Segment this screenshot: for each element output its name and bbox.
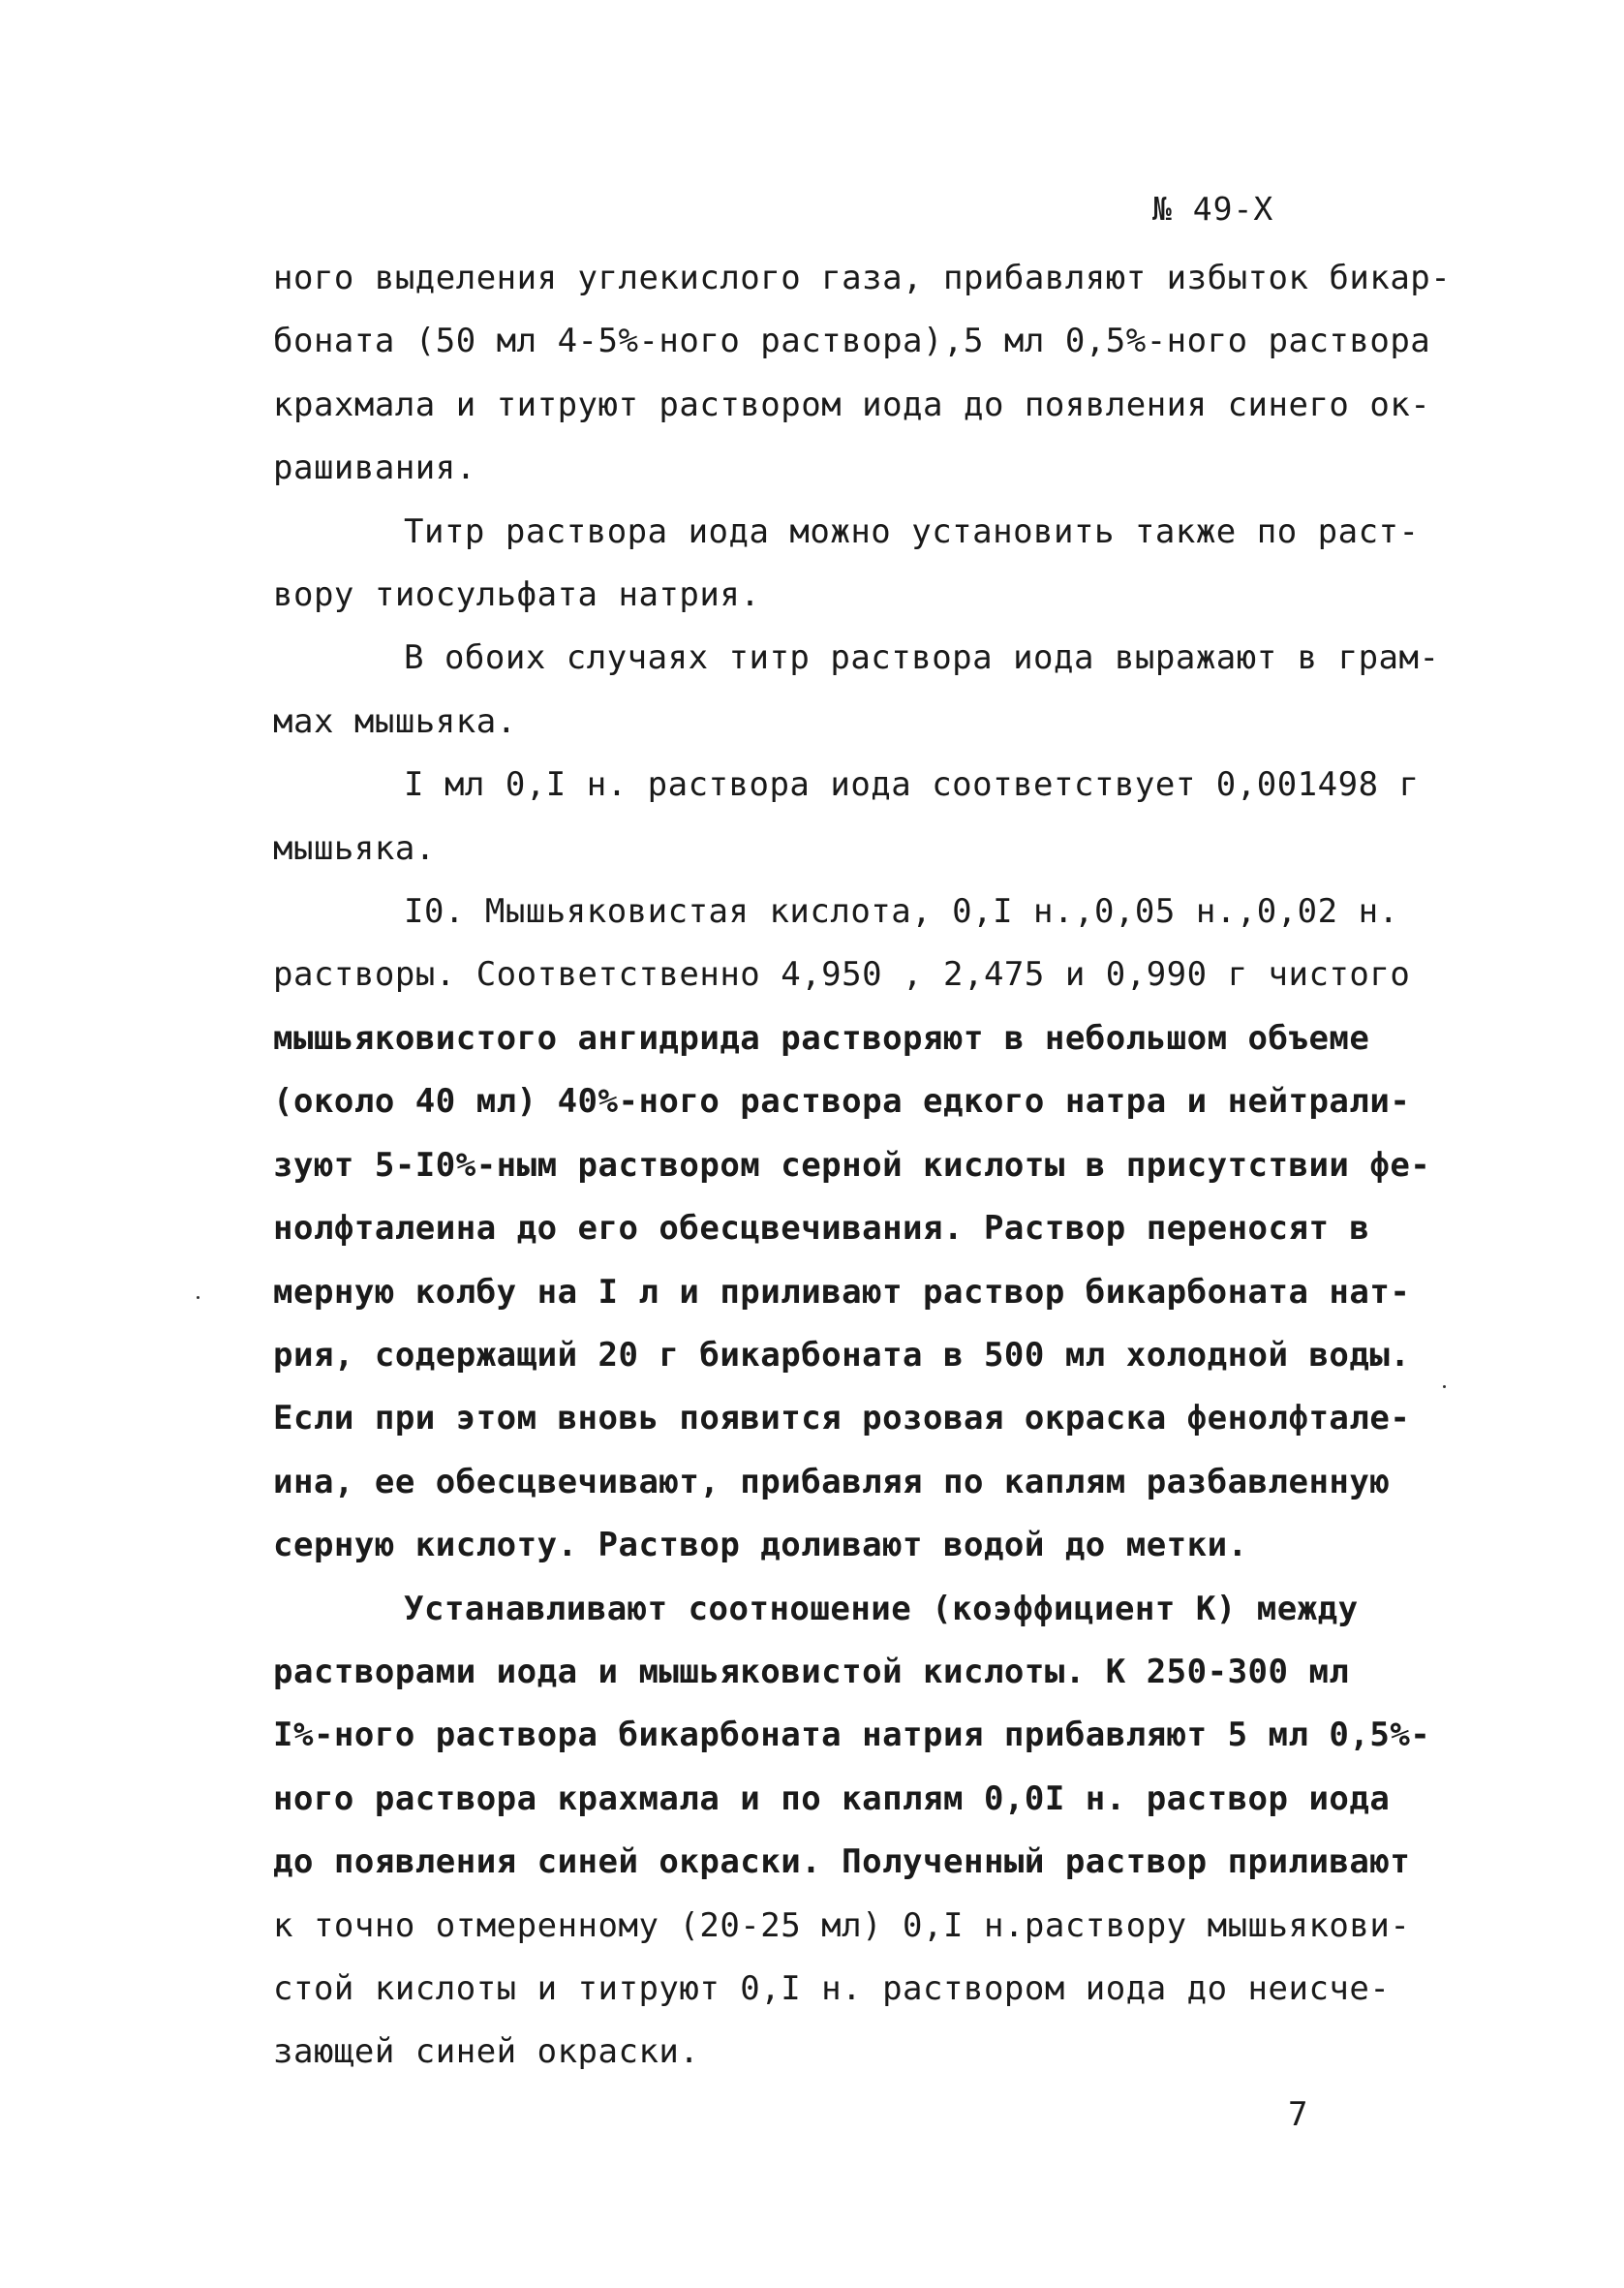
text-line: рашивания. bbox=[273, 448, 476, 488]
document-number: № 49-Х bbox=[1152, 190, 1274, 228]
text-line: мах мышьяка. bbox=[273, 701, 517, 741]
text-line: нолфталеина до его обесцвечивания. Раствор переносят в bbox=[273, 1209, 1370, 1249]
text-line: (около 40 мл) 40%-ного раствора едкого натра и нейтрали- bbox=[273, 1082, 1411, 1122]
paragraph-start-line: I мл 0,I н. раствора иода соответствует 0,001498 г bbox=[404, 765, 1420, 805]
body-text bbox=[273, 247, 1452, 2085]
text-line: ина, ее обесцвечивают, прибавляя по каплям разбавленную bbox=[273, 1462, 1391, 1501]
text-line: I%-ного раствора бикарбоната натрия прибавляют 5 мл 0,5%- bbox=[273, 1716, 1431, 1755]
text-line: к точно отмеренному (20-25 мл) 0,I н.раствору мышьякови- bbox=[273, 1905, 1411, 1945]
margin-speck bbox=[197, 1296, 199, 1299]
text-line: ного выделения углекислого газа, прибавляют избыток бикар- bbox=[273, 259, 1452, 297]
text-line: ного раствора крахмала и по каплям 0,0I н. раствор иода bbox=[273, 1778, 1391, 1818]
text-line: рия, содержащий 20 г бикарбоната в 500 мл холодной воды. bbox=[273, 1335, 1411, 1375]
text-line: растворами иода и мышьяковистой кислоты. К 250-300 мл bbox=[273, 1652, 1350, 1691]
text-line: мерную колбу на I л и приливают раствор бикарбоната нат- bbox=[273, 1272, 1411, 1312]
text-line: серную кислоту. Раствор доливают водой до метки. bbox=[273, 1526, 1248, 1565]
text-line: до появления синей окраски. Полученный раствор приливают bbox=[273, 1842, 1411, 1882]
text-line: вору тиосульфата натрия. bbox=[273, 575, 761, 615]
paragraph-start-line: Титр раствора иода можно установить также по раст- bbox=[404, 511, 1420, 551]
text-line: зающей синей окраски. bbox=[273, 2032, 700, 2072]
text-line: стой кислоты и титруют 0,I н. раствором иода до неисче- bbox=[273, 1968, 1391, 2008]
text-line: мышьяка. bbox=[273, 828, 436, 868]
text-line: боната (50 мл 4-5%-ного раствора),5 мл 0,5%-ного раствора bbox=[273, 322, 1431, 361]
text-line: растворы. Соответственно 4,950 , 2,475 и 0,990 г чистого bbox=[273, 955, 1411, 995]
margin-speck bbox=[1443, 1385, 1446, 1388]
paragraph-start-line: Устанавливают соотношение (коэффициент К) между bbox=[404, 1589, 1359, 1628]
page-number: 7 bbox=[1288, 2095, 1308, 2134]
text-line: крахмала и титруют раствором иода до появления синего ок- bbox=[273, 385, 1431, 424]
text-line: зуют 5-I0%-ным раствором серной кислоты в присутствии фе- bbox=[273, 1145, 1431, 1185]
section-heading-line: I0. Мышьяковистая кислота, 0,I н.,0,05 н.,0,02 н. bbox=[404, 892, 1399, 932]
text-line: мышьяковистого ангидрида растворяют в небольшом объеме bbox=[273, 1018, 1370, 1058]
text-line: Если при этом вновь появится розовая окраска фенолфтале- bbox=[273, 1399, 1411, 1438]
paragraph-start-line: В обоих случаях титр раствора иода выражают в грам- bbox=[404, 638, 1440, 678]
